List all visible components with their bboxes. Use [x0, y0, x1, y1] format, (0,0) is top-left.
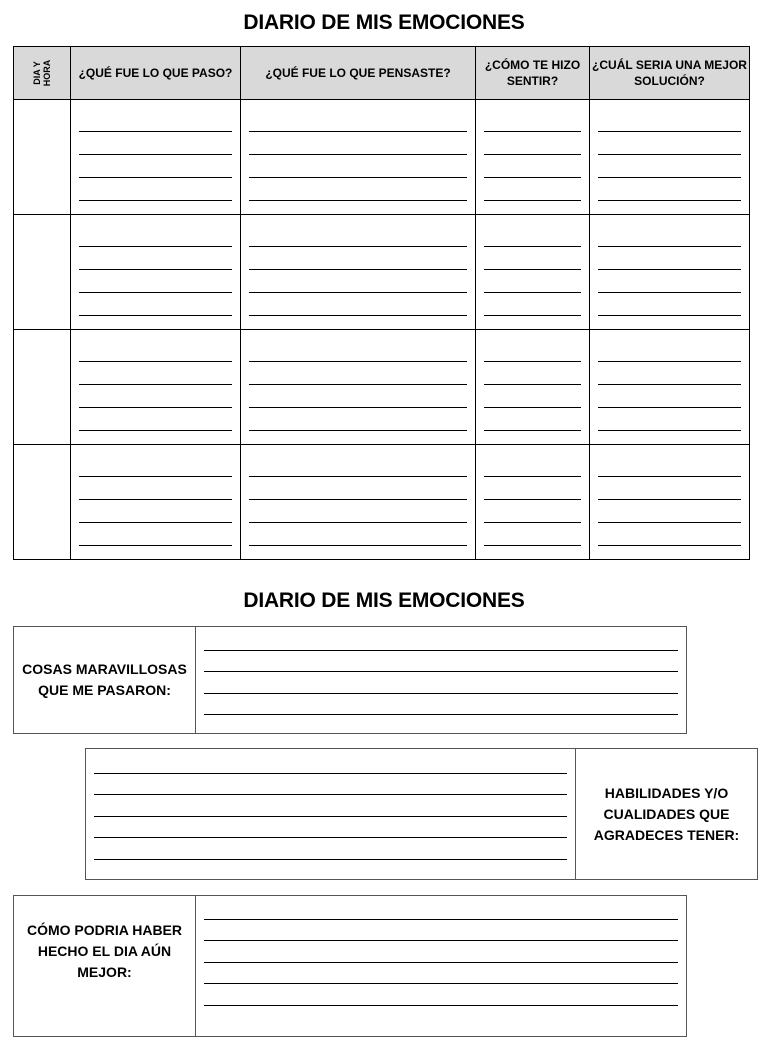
write-line[interactable]: [79, 385, 232, 408]
cell-que-paso[interactable]: [71, 100, 241, 215]
write-line[interactable]: [79, 109, 232, 132]
cell-como-sentir[interactable]: [476, 330, 590, 445]
cell-fecha[interactable]: [14, 100, 71, 215]
cell-lines: [71, 100, 240, 201]
cell-lines: [590, 215, 749, 316]
write-line[interactable]: [249, 454, 467, 477]
write-line[interactable]: [79, 362, 232, 385]
write-line[interactable]: [598, 155, 741, 178]
cell-lines: [241, 215, 475, 316]
cosas-maravillosas-box: [13, 626, 687, 734]
write-line[interactable]: [94, 817, 567, 839]
table-header-row: [14, 47, 750, 100]
cell-lines: [241, 445, 475, 546]
write-line[interactable]: [484, 408, 581, 431]
cell-mejor-solucion[interactable]: [590, 330, 750, 445]
write-line[interactable]: [484, 339, 581, 362]
write-line[interactable]: [249, 477, 467, 500]
cell-lines: [476, 445, 589, 546]
column-header-hora-label: HORA: [42, 59, 52, 87]
write-line[interactable]: [598, 385, 741, 408]
cell-como-sentir[interactable]: [476, 215, 590, 330]
table-row: [14, 330, 750, 445]
write-line[interactable]: [249, 109, 467, 132]
write-line[interactable]: [249, 247, 467, 270]
cell-como-sentir[interactable]: [476, 100, 590, 215]
write-line[interactable]: [79, 270, 232, 293]
cell-que-pensaste[interactable]: [241, 330, 476, 445]
cell-lines: [71, 330, 240, 431]
write-line[interactable]: [79, 224, 232, 247]
write-line[interactable]: [79, 477, 232, 500]
write-line[interactable]: [249, 500, 467, 523]
write-line[interactable]: [79, 247, 232, 270]
write-line[interactable]: [79, 155, 232, 178]
write-line[interactable]: [598, 408, 741, 431]
write-line[interactable]: [204, 963, 678, 985]
cell-lines: [590, 445, 749, 546]
cell-mejor-solucion[interactable]: [590, 215, 750, 330]
write-line[interactable]: [598, 339, 741, 362]
cell-lines: [476, 330, 589, 431]
habilidades-label: HABILIDADES Y/O CUALIDADES QUE AGRADECES TENER:: [575, 749, 757, 879]
column-header-que-pensaste: ¿QUÉ FUE LO QUE PENSASTE?: [241, 47, 476, 100]
write-line[interactable]: [598, 293, 741, 316]
page-title: DIARIO DE MIS EMOCIONES: [243, 11, 525, 34]
table-row: [14, 445, 750, 560]
table-row: [14, 100, 750, 215]
cosas-maravillosas-lines[interactable]: [196, 627, 686, 733]
write-line[interactable]: [598, 500, 741, 523]
write-line[interactable]: [484, 293, 581, 316]
write-line[interactable]: [249, 270, 467, 293]
column-header-que-paso: ¿QUÉ FUE LO QUE PASO?: [71, 47, 241, 100]
cell-lines: [71, 215, 240, 316]
write-line[interactable]: [598, 178, 741, 201]
write-line[interactable]: [204, 672, 678, 694]
dia-mejor-box: [13, 895, 687, 1037]
habilidades-box: [85, 748, 758, 880]
write-line[interactable]: [94, 795, 567, 817]
write-line[interactable]: [484, 247, 581, 270]
cell-que-pensaste[interactable]: [241, 445, 476, 560]
page-title-2: DIARIO DE MIS EMOCIONES: [243, 589, 525, 612]
cell-como-sentir[interactable]: [476, 445, 590, 560]
cell-que-pensaste[interactable]: [241, 100, 476, 215]
write-line[interactable]: [484, 224, 581, 247]
write-line[interactable]: [598, 224, 741, 247]
write-line[interactable]: [204, 920, 678, 942]
cell-lines: [476, 100, 589, 201]
write-line[interactable]: [79, 293, 232, 316]
write-line[interactable]: [249, 362, 467, 385]
write-line[interactable]: [79, 339, 232, 362]
write-line[interactable]: [484, 477, 581, 500]
cell-que-paso[interactable]: [71, 330, 241, 445]
write-line[interactable]: [484, 500, 581, 523]
cell-lines: [590, 100, 749, 201]
write-line[interactable]: [484, 523, 581, 546]
cell-lines: [476, 215, 589, 316]
cell-lines: [71, 445, 240, 546]
write-line[interactable]: [204, 694, 678, 716]
write-line[interactable]: [484, 362, 581, 385]
write-line[interactable]: [598, 523, 741, 546]
write-line[interactable]: [484, 132, 581, 155]
column-header-dia-label: DIA Y: [32, 61, 42, 85]
write-line[interactable]: [94, 838, 567, 860]
write-line[interactable]: [79, 408, 232, 431]
write-line[interactable]: [249, 408, 467, 431]
column-header-dia-hora: [14, 47, 71, 100]
write-line[interactable]: [484, 385, 581, 408]
column-header-mejor-solucion: ¿CUÁL SERIA UNA MEJOR SOLUCIÓN?: [590, 47, 750, 100]
write-line[interactable]: [249, 178, 467, 201]
write-line[interactable]: [79, 523, 232, 546]
write-line[interactable]: [204, 651, 678, 673]
write-line[interactable]: [249, 155, 467, 178]
write-line[interactable]: [484, 270, 581, 293]
write-line[interactable]: [94, 752, 567, 774]
write-line[interactable]: [249, 523, 467, 546]
cell-que-paso[interactable]: [71, 445, 241, 560]
cell-lines: [590, 330, 749, 431]
write-line[interactable]: [484, 155, 581, 178]
cosas-maravillosas-label: COSAS MARAVILLOSAS QUE ME PASARON:: [14, 627, 196, 733]
cell-mejor-solucion[interactable]: [590, 445, 750, 560]
write-line[interactable]: [598, 454, 741, 477]
cell-fecha[interactable]: [14, 330, 71, 445]
dia-mejor-lines[interactable]: [196, 896, 686, 1036]
write-line[interactable]: [598, 109, 741, 132]
write-line[interactable]: [79, 454, 232, 477]
write-line[interactable]: [598, 132, 741, 155]
write-line[interactable]: [79, 178, 232, 201]
write-line[interactable]: [598, 247, 741, 270]
write-line[interactable]: [249, 385, 467, 408]
cell-mejor-solucion[interactable]: [590, 100, 750, 215]
cell-lines: [241, 330, 475, 431]
write-line[interactable]: [249, 293, 467, 316]
table-row: [14, 215, 750, 330]
column-header-como-sentir: ¿CÓMO TE HIZO SENTIR?: [476, 47, 590, 100]
habilidades-lines[interactable]: [86, 749, 575, 879]
dia-mejor-label: CÓMO PODRIA HABER HECHO EL DIA AÚN MEJOR:: [14, 896, 196, 1036]
cell-lines: [241, 100, 475, 201]
write-line[interactable]: [249, 224, 467, 247]
write-line[interactable]: [598, 270, 741, 293]
write-line[interactable]: [598, 362, 741, 385]
write-line[interactable]: [249, 339, 467, 362]
write-line[interactable]: [204, 941, 678, 963]
write-line[interactable]: [204, 984, 678, 1006]
write-line[interactable]: [598, 477, 741, 500]
write-line[interactable]: [79, 500, 232, 523]
cell-fecha[interactable]: [14, 215, 71, 330]
write-line[interactable]: [249, 132, 467, 155]
cell-fecha[interactable]: [14, 445, 71, 560]
write-line[interactable]: [204, 629, 678, 651]
write-line[interactable]: [204, 898, 678, 920]
write-line[interactable]: [484, 178, 581, 201]
write-line[interactable]: [94, 774, 567, 796]
emotions-table: [13, 46, 750, 560]
cell-que-paso[interactable]: [71, 215, 241, 330]
cell-que-pensaste[interactable]: [241, 215, 476, 330]
write-line[interactable]: [79, 132, 232, 155]
write-line[interactable]: [484, 109, 581, 132]
write-line[interactable]: [484, 454, 581, 477]
